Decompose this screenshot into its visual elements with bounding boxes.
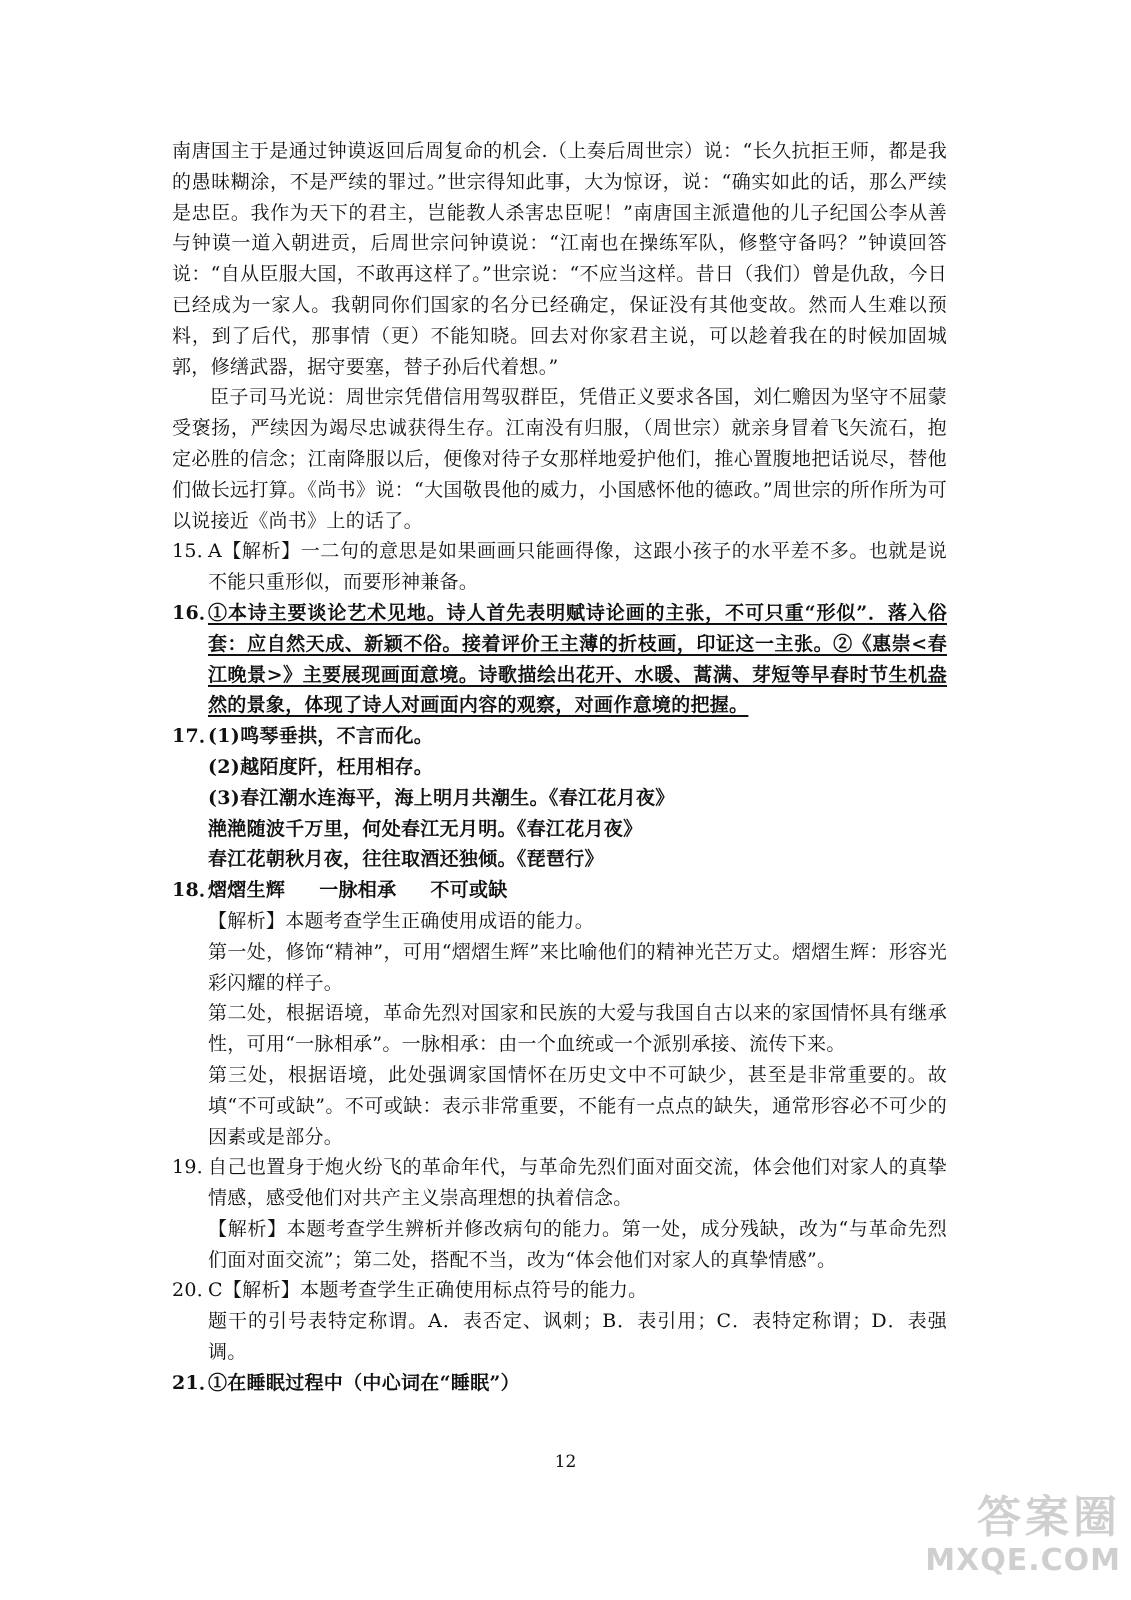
answer-content	[172, 136, 947, 1399]
question-18-number: 18．	[172, 879, 219, 902]
question-20	[172, 1275, 947, 1367]
question-18-answer	[208, 875, 947, 1152]
question-17-line-2: (2)越陌度阡，枉用相存。	[208, 755, 434, 778]
question-17-answer	[208, 721, 947, 875]
question-18-analysis-4: 第三处，根据语境，此处强调家国情怀在历史文中不可缺少，甚至是非常重要的。故填“不可或缺”。不可或缺：表示非常重要，不能有一点点的缺失，通常形容必不可少的因素或是部分。	[208, 1063, 947, 1148]
question-15-answer: A【解析】一二句的意思是如果画画只能画得像，这跟小孩子的水平差不多。也就是说不能只重形似，而要形神兼备。	[208, 540, 947, 594]
answer-2: 一脉相承	[319, 879, 397, 902]
question-20-line-2: 题干的引号表特定称谓。A．表否定、讽刺；B．表引用；C．表特定称谓；D．表强调。	[208, 1310, 947, 1364]
question-20-number: 20．	[172, 1279, 217, 1302]
translation-paragraph-2: 臣子司马光说：周世宗凭借信用驾驭群臣，凭借正义要求各国，刘仁赡因为坚守不屈蒙受褒扬，严续因为竭尽忠诚获得生存。江南没有归服，（周世宗）就亲身冒着飞矢流石，抱定必胜的信念；江南降服以后，便像对待子女那样地爱护他们，推心置腹地把话说尽，替他们做长远打算。《尚书》说：“大国敬畏他的威力，小国感怀他的德政。”周世宗的所作所为可以说接近《尚书》上的话了。	[172, 386, 947, 532]
question-21	[172, 1368, 947, 1399]
question-17-line-5: 春江花朝秋月夜，往往取酒还独倾。《琵琶行》	[208, 848, 604, 871]
watermark-url: MXQE.COM	[925, 1543, 1121, 1578]
question-21-answer: ①在睡眠过程中（中心词在“睡眠”）	[208, 1371, 520, 1394]
question-16	[172, 598, 947, 721]
question-16-answer: ①本诗主要谈论艺术见地。诗人首先表明赋诗论画的主张，不可只重“形似”．落入俗套：应自然天成、新颖不俗。接着评价王主薄的折枝画，印证这一主张。②《惠崇<春江晚景>》主要展现画面意境。诗歌描绘出花开、水暖、蒿满、芽短等早春时节生机盎然的景象，体现了诗人对画面内容的观察，对画作意境的把握。	[208, 601, 947, 717]
question-18-analysis-1: 【解析】本题考查学生正确使用成语的能力。	[208, 909, 595, 932]
question-20-line-1: C【解析】本题考查学生正确使用标点符号的能力。	[208, 1279, 648, 1302]
question-20-answer	[208, 1275, 947, 1367]
watermark-logo	[921, 1492, 1121, 1592]
question-17-line-4: 滟滟随波千万里，何处春江无月明。《春江花月夜》	[208, 817, 643, 840]
translation-paragraph-1: 南唐国主于是通过钟谟返回后周复命的机会.（上奏后周世宗）说：“长久抗拒王师，都是我的愚昧糊涂，不是严续的罪过。”世宗得知此事，大为惊讶，说：“确实如此的话，那么严续是忠臣。我作为天下的君主，岂能教人杀害忠臣呢！”南唐国主派遣他的儿子纪国公李从善与钟谟一道入朝进贡，后周世宗问钟谟说：“江南也在操练军队，修整守备吗？”钟谟回答说：“自从臣服大国，不敢再这样了。”世宗说：“不应当这样。昔日（我们）曾是仇敌，今日已经成为一家人。我朝同你们国家的名分已经确定，保证没有其他变故。然而人生难以预料，到了后代，那事情（更）不能知晓。回去对你家君主说，可以趁着我在的时候加固城郭，修缮武器，据守要塞，替子孙后代着想。”	[172, 140, 947, 378]
question-19-answer	[208, 1152, 947, 1275]
question-19-line-2: 【解析】本题考查学生辨析并修改病句的能力。第一处，成分残缺，改为“与革命先烈们面对面交流”；第二处，搭配不当，改为“体会他们对家人的真挚情感”。	[208, 1217, 947, 1271]
question-18-analysis-3: 第二处，根据语境，革命先烈对国家和民族的大爱与我国自古以来的家国情怀具有继承性，可用“一脉相承”。一脉相承：由一个血统或一个派别承接、流传下来。	[208, 1002, 947, 1056]
question-17-line-1: (1)鸣琴垂拱，不言而化。	[208, 725, 434, 748]
question-19	[172, 1152, 947, 1275]
question-16-number: 16．	[172, 601, 219, 624]
question-17-line-3: (3)春江潮水连海平，海上明月共潮生。《春江花月夜》	[208, 786, 675, 809]
question-15	[172, 536, 947, 598]
question-18-answers	[208, 875, 947, 906]
question-18	[172, 875, 947, 1152]
question-19-number: 19．	[172, 1156, 217, 1179]
watermark-title: 答案圈	[977, 1492, 1121, 1543]
question-21-number: 21．	[172, 1371, 219, 1394]
question-19-line-1: 自己也置身于炮火纷飞的革命年代，与革命先烈们面对面交流，体会他们对家人的真挚情感，感受他们对共产主义崇高理想的执着信念。	[208, 1156, 947, 1210]
question-18-analysis-2: 第一处，修饰“精神”，可用“熠熠生辉”来比喻他们的精神光芒万丈。熠熠生辉：形容光彩闪耀的样子。	[208, 940, 947, 994]
page-number: 12	[554, 1452, 577, 1472]
question-17-number: 17．	[172, 725, 219, 748]
question-17	[172, 721, 947, 875]
answer-3: 不可或缺	[430, 879, 508, 902]
question-15-number: 15．	[172, 540, 217, 563]
answer-1: 熠熠生辉	[208, 879, 286, 902]
